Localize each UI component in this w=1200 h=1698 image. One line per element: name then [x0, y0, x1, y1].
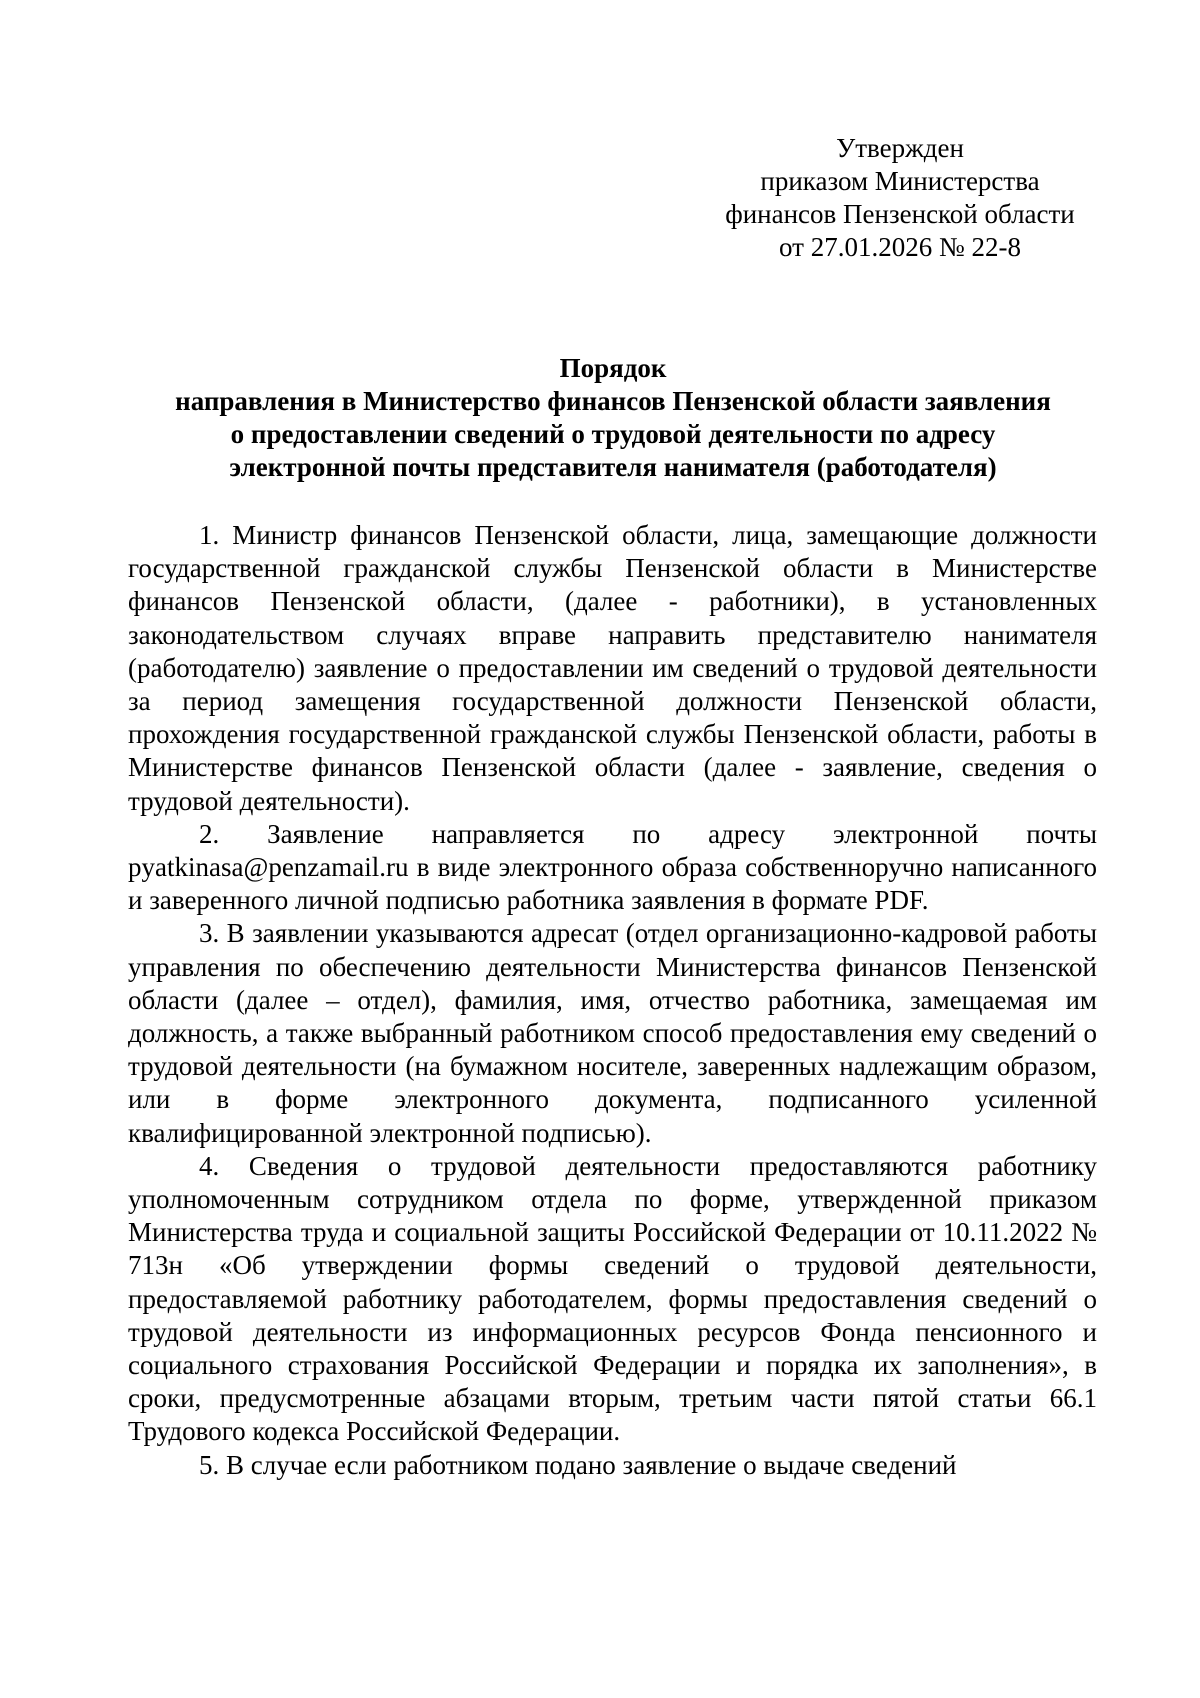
document-title — [128, 352, 1098, 484]
paragraph-2-end: в виде электронного образа собственноручно написанного и заверенного личной подписью работника заявления в формате PDF. — [128, 852, 1098, 916]
email-address: pyatkinasa@penzamail.ru — [128, 852, 409, 883]
paragraph-3: 3. В заявлении указываются адресат (отдел организационно-кадровой работы управления по обеспечению деятельности Министерства финансов Пензенской области (далее – отдел), фамилия, имя, отчество работника, замещаемая им должность, а также выбранный работником способ предоставления ему сведений о трудовой деятельности (на бумажном носителе, заверенных надлежащим образом, или в форме электронного документа, подписанного усиленной квалифицированной электронной подписью). — [128, 918, 1097, 1148]
paragraph-1: 1. Министр финансов Пензенской области, лица, замещающие должности государственной гражданской службы Пензенской области в Министерстве финансов Пензенской области, (далее - работники), в установленных законодательством случаях вправе направить представителю нанимателя (работодателю) заявление о предоставлении им сведений о трудовой деятельности за период замещения государственной должности Пензенской области, прохождения государственной гражданской службы Пензенской области, работы в Министерстве финансов Пензенской области (далее - заявление, сведения о трудовой деятельности). — [128, 520, 1097, 816]
paragraph-4: 4. Сведения о трудовой деятельности предоставляются работнику уполномоченным сотрудником отдела по форме, утвержденной приказом Министерства труда и социальной защиты Российской Федерации от 10.11.2022 № 713н «Об утверждении формы сведений о трудовой деятельности, предоставляемой работнику работодателем, формы предоставления сведений о трудовой деятельности из информационных ресурсов Фонда пенсионного и социального страхования Российской Федерации и порядка их заполнения», в сроки, предусмотренные абзацами вторым, третьим части пятой статьи 66.1 Трудового кодекса Российской Федерации. — [128, 1150, 1097, 1447]
approval-line-ministry: финансов Пензенской области — [725, 199, 1075, 229]
title-line-3: о предоставлении сведений о трудовой деятельности по адресу — [230, 419, 996, 449]
paragraph-5: 5. В случае если работником подано заявление о выдаче сведений — [199, 1449, 957, 1480]
approval-line-approved: Утвержден — [836, 133, 964, 163]
approval-line-order: приказом Министерства — [760, 166, 1040, 196]
paragraph-2 — [128, 818, 1097, 918]
document-body — [128, 519, 1097, 1482]
approval-stamp — [700, 132, 1100, 264]
title-line-1: Порядок — [559, 353, 667, 383]
title-line-2: направления в Министерство финансов Пензенской области заявления — [175, 386, 1051, 416]
title-line-4: электронной почты представителя нанимателя (работодателя) — [229, 452, 997, 482]
paragraph-2-start: 2. Заявление направляется по адресу электронной почты — [199, 818, 1097, 849]
approval-line-date-number: от 27.01.2026 № 22-8 — [779, 232, 1021, 262]
